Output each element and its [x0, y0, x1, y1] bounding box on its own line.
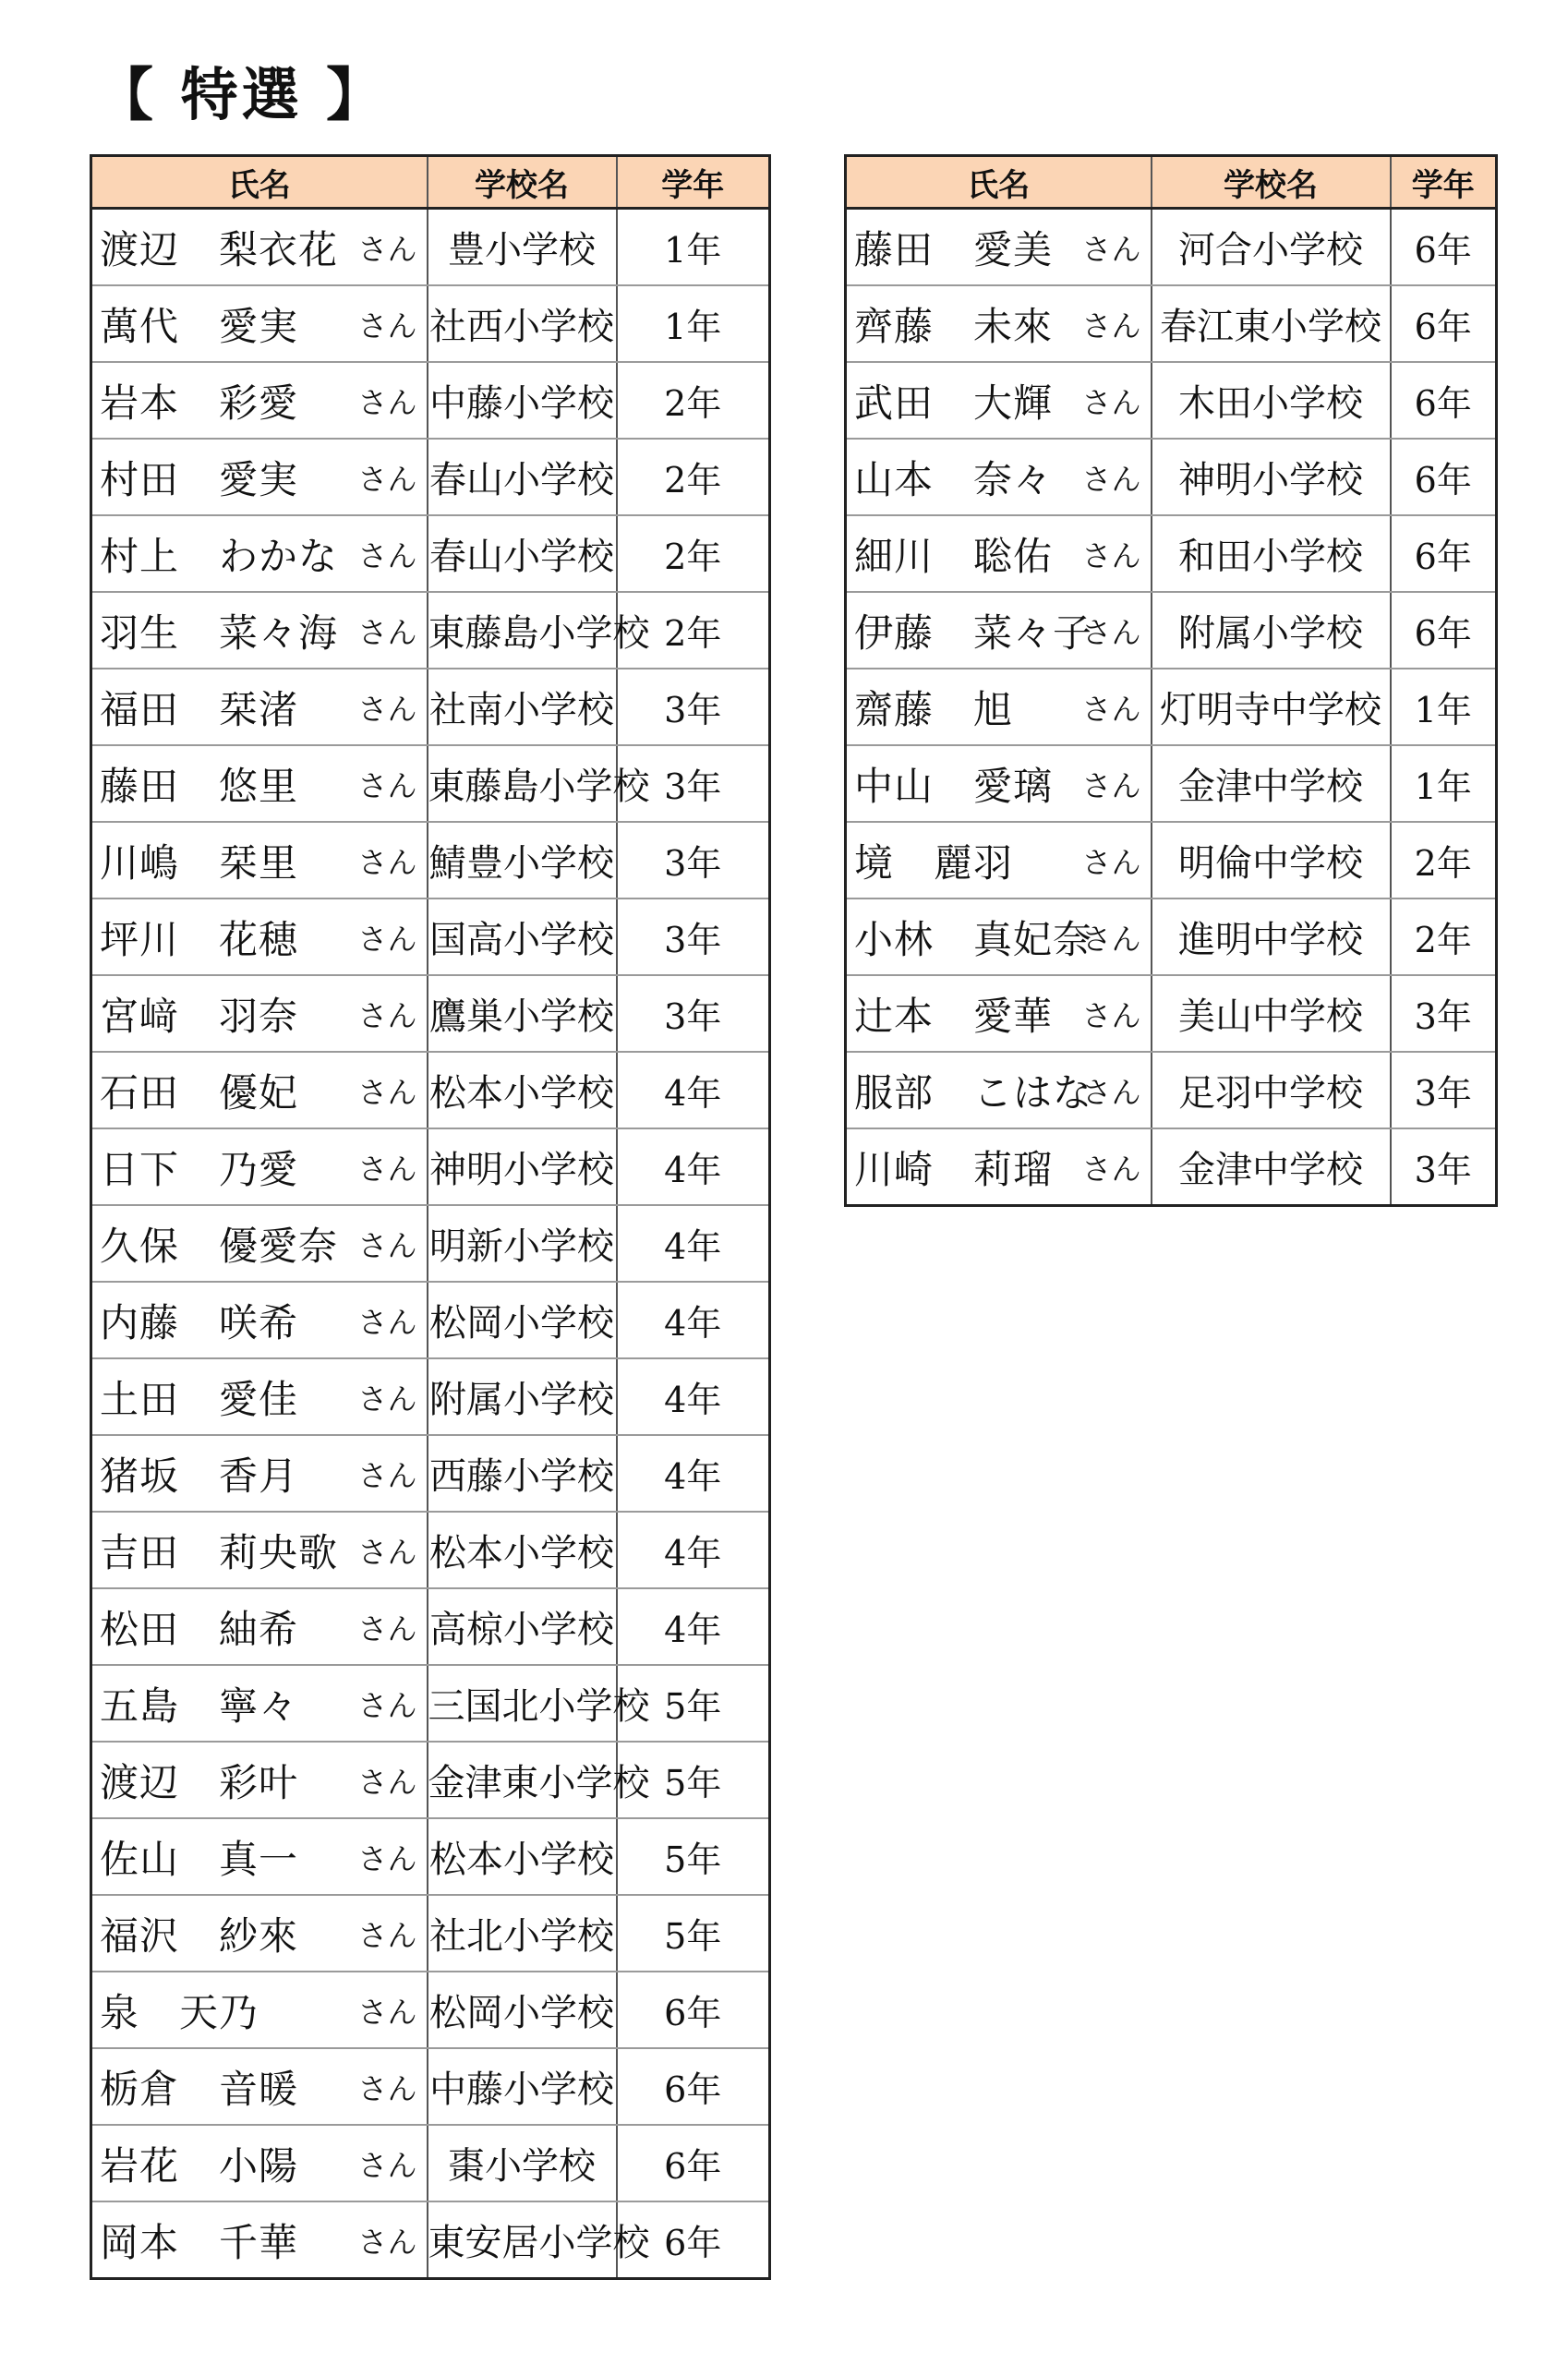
school-name-cell: 中藤小学校	[428, 2048, 617, 2125]
school-name-cell: 附属小学校	[1152, 592, 1391, 669]
table-header-row	[846, 156, 1497, 209]
student-name: 細川 聡佑	[854, 533, 1054, 579]
table-row	[846, 209, 1497, 286]
table-row	[91, 899, 770, 975]
school-name-cell: 中藤小学校	[428, 362, 617, 439]
table-row	[91, 1052, 770, 1128]
table-row	[846, 439, 1497, 515]
student-name-cell	[91, 899, 428, 975]
honorific: さん	[357, 1151, 417, 1187]
student-name-cell	[846, 822, 1152, 899]
honorific: さん	[357, 308, 417, 344]
student-name: 村上 わかな	[100, 533, 339, 579]
student-name: 武田 大輝	[854, 380, 1054, 426]
grade-cell: 6年	[1391, 515, 1497, 592]
student-name-cell	[91, 1205, 428, 1282]
grade-cell: 4年	[617, 1205, 770, 1282]
student-name: 栃倉 音暖	[100, 2066, 299, 2112]
table-row	[91, 745, 770, 822]
student-name: 福田 栞渚	[100, 686, 299, 732]
grade-cell: 3年	[617, 669, 770, 745]
grade-cell: 2年	[617, 362, 770, 439]
honorific: さん	[1081, 461, 1141, 497]
grade-cell: 3年	[617, 899, 770, 975]
student-name-cell	[91, 1435, 428, 1512]
student-name-cell	[91, 669, 428, 745]
table-row	[91, 1358, 770, 1435]
school-name-cell: 灯明寺中学校	[1152, 669, 1391, 745]
grade-cell: 6年	[617, 2125, 770, 2201]
school-name-cell: 和田小学校	[1152, 515, 1391, 592]
school-name-cell: 松本小学校	[428, 1818, 617, 1895]
honorific: さん	[1081, 691, 1141, 727]
student-name-cell	[846, 669, 1152, 745]
student-name: 山本 奈々	[854, 456, 1054, 502]
student-name: 伊藤 菜々子	[854, 609, 1093, 656]
student-name-cell	[846, 899, 1152, 975]
table-row	[846, 745, 1497, 822]
grade-cell: 3年	[617, 745, 770, 822]
table-row	[846, 515, 1497, 592]
student-name-cell	[91, 1818, 428, 1895]
school-name-cell: 木田小学校	[1152, 362, 1391, 439]
table-row	[91, 362, 770, 439]
school-name-cell: 鷹巣小学校	[428, 975, 617, 1052]
honorific: さん	[357, 614, 417, 650]
grade-cell: 2年	[617, 439, 770, 515]
student-name: 猪坂 香月	[100, 1453, 299, 1499]
student-name: 中山 愛璃	[854, 763, 1054, 809]
student-name-cell	[846, 975, 1152, 1052]
award-table-right	[844, 154, 1498, 1207]
student-name: 泉 天乃	[100, 1989, 259, 2035]
student-name-cell	[91, 2125, 428, 2201]
table-row	[91, 975, 770, 1052]
column-header-name: 氏名	[846, 156, 1152, 209]
table-row	[846, 362, 1497, 439]
school-name-cell: 美山中学校	[1152, 975, 1391, 1052]
student-name: 服部 こはな	[854, 1069, 1093, 1116]
student-name-cell	[91, 1588, 428, 1665]
school-name-cell: 松本小学校	[428, 1512, 617, 1588]
student-name-cell	[91, 515, 428, 592]
student-name: 福沢 紗來	[100, 1912, 299, 1959]
student-name: 羽生 菜々海	[100, 609, 339, 656]
student-name: 川嶋 栞里	[100, 839, 299, 886]
honorific: さん	[357, 461, 417, 497]
grade-cell: 6年	[1391, 439, 1497, 515]
school-name-cell: 松岡小学校	[428, 1282, 617, 1358]
student-name-cell	[846, 1128, 1152, 1206]
column-header-school: 学校名	[1152, 156, 1391, 209]
honorific: さん	[1081, 767, 1141, 803]
grade-cell: 1年	[1391, 669, 1497, 745]
school-name-cell: 明倫中学校	[1152, 822, 1391, 899]
school-name-cell: 松岡小学校	[428, 1972, 617, 2048]
table-row	[91, 2125, 770, 2201]
school-name-cell: 社北小学校	[428, 1895, 617, 1972]
honorific: さん	[1081, 231, 1141, 267]
honorific: さん	[357, 844, 417, 880]
student-name: 内藤 咲希	[100, 1299, 299, 1345]
student-name: 齋藤 旭	[854, 686, 1014, 732]
honorific: さん	[1081, 844, 1141, 880]
table-row	[846, 899, 1497, 975]
honorific: さん	[357, 384, 417, 420]
table-row	[91, 1435, 770, 1512]
student-name: 岩本 彩愛	[100, 380, 299, 426]
table-row	[91, 1895, 770, 1972]
school-name-cell: 春山小学校	[428, 515, 617, 592]
table-row	[91, 439, 770, 515]
table-header-row	[91, 156, 770, 209]
school-name-cell: 社西小学校	[428, 285, 617, 362]
grade-cell: 6年	[1391, 362, 1497, 439]
student-name-cell	[91, 592, 428, 669]
student-name-cell	[91, 975, 428, 1052]
school-name-cell: 金津中学校	[1152, 1128, 1391, 1206]
page-title: 【 特選 】	[96, 61, 388, 128]
grade-cell: 2年	[1391, 822, 1497, 899]
table-row	[91, 1128, 770, 1205]
table-row	[91, 2201, 770, 2279]
student-name-cell	[91, 2048, 428, 2125]
table-row	[91, 1588, 770, 1665]
student-name: 萬代 愛実	[100, 303, 299, 349]
student-name-cell	[91, 1358, 428, 1435]
grade-cell: 6年	[617, 2201, 770, 2279]
honorific: さん	[357, 767, 417, 803]
student-name-cell	[91, 745, 428, 822]
school-name-cell: 金津東小学校	[428, 1742, 617, 1818]
table-row	[91, 515, 770, 592]
student-name: 日下 乃愛	[100, 1146, 299, 1192]
student-name: 岩花 小陽	[100, 2142, 299, 2189]
honorific: さん	[357, 1994, 417, 2030]
table-row	[846, 822, 1497, 899]
school-name-cell: 春山小学校	[428, 439, 617, 515]
grade-cell: 2年	[1391, 899, 1497, 975]
honorific: さん	[357, 1381, 417, 1417]
table-row	[91, 1665, 770, 1742]
grade-cell: 1年	[1391, 745, 1497, 822]
honorific: さん	[357, 997, 417, 1033]
grade-cell: 5年	[617, 1665, 770, 1742]
student-name: 渡辺 梨衣花	[100, 226, 339, 272]
student-name: 川崎 莉瑠	[854, 1146, 1054, 1192]
honorific: さん	[1081, 614, 1141, 650]
student-name-cell	[91, 1052, 428, 1128]
honorific: さん	[357, 231, 417, 267]
student-name: 石田 優妃	[100, 1069, 299, 1116]
school-name-cell: 鯖豊小学校	[428, 822, 617, 899]
student-name-cell	[91, 1128, 428, 1205]
grade-cell: 4年	[617, 1358, 770, 1435]
table-body-right	[846, 209, 1497, 1206]
student-name: 佐山 真一	[100, 1836, 299, 1882]
student-name-cell	[91, 822, 428, 899]
student-name: 齊藤 未來	[854, 303, 1054, 349]
table-row	[846, 592, 1497, 669]
honorific: さん	[1081, 1074, 1141, 1110]
honorific: さん	[1081, 997, 1141, 1033]
student-name-cell	[846, 285, 1152, 362]
school-name-cell: 神明小学校	[1152, 439, 1391, 515]
student-name: 辻本 愛華	[854, 993, 1054, 1039]
honorific: さん	[357, 1074, 417, 1110]
table-row	[91, 1205, 770, 1282]
student-name: 吉田 莉央歌	[100, 1529, 339, 1575]
grade-cell: 6年	[1391, 592, 1497, 669]
student-name-cell	[91, 209, 428, 286]
student-name: 藤田 悠里	[100, 763, 299, 809]
grade-cell: 3年	[1391, 975, 1497, 1052]
student-name-cell	[91, 362, 428, 439]
student-name: 藤田 愛美	[854, 226, 1054, 272]
school-name-cell: 西藤小学校	[428, 1435, 617, 1512]
school-name-cell: 明新小学校	[428, 1205, 617, 1282]
table-row	[91, 1972, 770, 2048]
grade-cell: 3年	[617, 975, 770, 1052]
school-name-cell: 東藤島小学校	[428, 745, 617, 822]
student-name-cell	[91, 285, 428, 362]
honorific: さん	[357, 1610, 417, 1646]
school-name-cell: 東藤島小学校	[428, 592, 617, 669]
school-name-cell: 豊小学校	[428, 209, 617, 286]
student-name-cell	[846, 1052, 1152, 1128]
honorific: さん	[1081, 308, 1141, 344]
grade-cell: 2年	[617, 515, 770, 592]
grade-cell: 6年	[1391, 209, 1497, 286]
honorific: さん	[357, 1227, 417, 1263]
honorific: さん	[357, 1764, 417, 1800]
grade-cell: 6年	[617, 1972, 770, 2048]
honorific: さん	[357, 2147, 417, 2183]
column-header-grade: 学年	[1391, 156, 1497, 209]
honorific: さん	[1081, 384, 1141, 420]
school-name-cell: 附属小学校	[428, 1358, 617, 1435]
grade-cell: 6年	[1391, 285, 1497, 362]
table-row	[91, 1742, 770, 1818]
student-name-cell	[91, 1972, 428, 2048]
student-name-cell	[846, 362, 1152, 439]
grade-cell: 5年	[617, 1895, 770, 1972]
student-name-cell	[91, 1742, 428, 1818]
student-name-cell	[846, 515, 1152, 592]
honorific: さん	[1081, 1151, 1141, 1187]
student-name-cell	[91, 439, 428, 515]
grade-cell: 5年	[617, 1818, 770, 1895]
school-name-cell: 足羽中学校	[1152, 1052, 1391, 1128]
table-row	[91, 669, 770, 745]
student-name: 五島 寧々	[100, 1683, 299, 1729]
school-name-cell: 三国北小学校	[428, 1665, 617, 1742]
honorific: さん	[357, 1304, 417, 1340]
honorific: さん	[357, 1840, 417, 1876]
grade-cell: 3年	[1391, 1052, 1497, 1128]
grade-cell: 4年	[617, 1512, 770, 1588]
column-header-name: 氏名	[91, 156, 428, 209]
student-name: 坪川 花穂	[100, 916, 299, 962]
student-name: 渡辺 彩叶	[100, 1759, 299, 1805]
student-name-cell	[846, 592, 1152, 669]
honorific: さん	[1081, 537, 1141, 573]
student-name: 宮﨑 羽奈	[100, 993, 299, 1039]
student-name: 岡本 千華	[100, 2219, 299, 2265]
honorific: さん	[357, 1457, 417, 1493]
honorific: さん	[357, 2070, 417, 2106]
column-header-school: 学校名	[428, 156, 617, 209]
table-row	[846, 1052, 1497, 1128]
table-row	[846, 1128, 1497, 1206]
table-row	[91, 1282, 770, 1358]
school-name-cell: 高椋小学校	[428, 1588, 617, 1665]
honorific: さん	[357, 691, 417, 727]
student-name: 小林 真妃奈	[854, 916, 1093, 962]
student-name-cell	[846, 745, 1152, 822]
table-row	[91, 822, 770, 899]
school-name-cell: 神明小学校	[428, 1128, 617, 1205]
student-name-cell	[91, 1282, 428, 1358]
column-header-grade: 学年	[617, 156, 770, 209]
grade-cell: 5年	[617, 1742, 770, 1818]
student-name-cell	[846, 439, 1152, 515]
table-row	[846, 669, 1497, 745]
honorific: さん	[1081, 921, 1141, 957]
honorific: さん	[357, 1917, 417, 1953]
honorific: さん	[357, 537, 417, 573]
grade-cell: 4年	[617, 1128, 770, 1205]
grade-cell: 1年	[617, 285, 770, 362]
student-name: 松田 紬希	[100, 1606, 299, 1652]
school-name-cell: 進明中学校	[1152, 899, 1391, 975]
honorific: さん	[357, 2224, 417, 2260]
honorific: さん	[357, 1534, 417, 1570]
student-name: 久保 優愛奈	[100, 1223, 339, 1269]
school-name-cell: 春江東小学校	[1152, 285, 1391, 362]
grade-cell: 1年	[617, 209, 770, 286]
student-name-cell	[91, 1665, 428, 1742]
table-row	[91, 285, 770, 362]
school-name-cell: 河合小学校	[1152, 209, 1391, 286]
award-table-left	[90, 154, 771, 2280]
table-row	[91, 1512, 770, 1588]
student-name-cell	[91, 1895, 428, 1972]
table-row	[91, 1818, 770, 1895]
student-name: 土田 愛佳	[100, 1376, 299, 1422]
table-row	[91, 592, 770, 669]
school-name-cell: 国高小学校	[428, 899, 617, 975]
student-name-cell	[91, 1512, 428, 1588]
honorific: さん	[357, 921, 417, 957]
table-row	[91, 209, 770, 286]
school-name-cell: 松本小学校	[428, 1052, 617, 1128]
table-row	[846, 285, 1497, 362]
student-name: 村田 愛実	[100, 456, 299, 502]
grade-cell: 4年	[617, 1282, 770, 1358]
grade-cell: 2年	[617, 592, 770, 669]
grade-cell: 3年	[1391, 1128, 1497, 1206]
grade-cell: 3年	[617, 822, 770, 899]
table-row	[91, 2048, 770, 2125]
grade-cell: 4年	[617, 1435, 770, 1512]
table-body-left	[91, 209, 770, 2279]
grade-cell: 6年	[617, 2048, 770, 2125]
grade-cell: 4年	[617, 1052, 770, 1128]
student-name: 境 麗羽	[854, 839, 1014, 886]
grade-cell: 4年	[617, 1588, 770, 1665]
student-name-cell	[91, 2201, 428, 2279]
student-name-cell	[846, 209, 1152, 286]
school-name-cell: 社南小学校	[428, 669, 617, 745]
table-row	[846, 975, 1497, 1052]
school-name-cell: 東安居小学校	[428, 2201, 617, 2279]
school-name-cell: 棗小学校	[428, 2125, 617, 2201]
school-name-cell: 金津中学校	[1152, 745, 1391, 822]
honorific: さん	[357, 1687, 417, 1723]
